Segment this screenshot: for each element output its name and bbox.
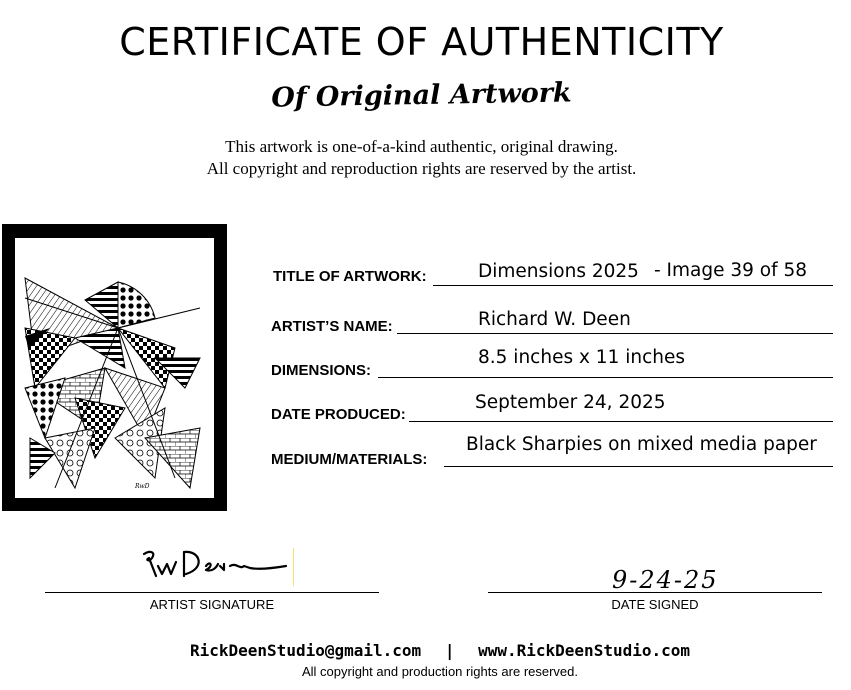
abstract-artwork-icon [15, 238, 214, 498]
email-link[interactable]: RickDeenStudio@gmail.com [189, 641, 422, 660]
separator: | [444, 641, 455, 660]
intro-line-2: All copyright and reproduction rights are reserved by the artist. [206, 159, 637, 178]
date-signed-handwriting: 9-24-25 [612, 566, 719, 594]
signature-mark [293, 548, 294, 586]
date-signed-line [488, 592, 822, 593]
svg-text:RwD: RwD [135, 483, 150, 490]
medium-value: Black Sharpies on mixed media paper [466, 434, 817, 455]
title-value: Dimensions 2025 [478, 261, 639, 282]
artist-signature-line [45, 592, 379, 593]
title-line [433, 285, 833, 286]
date-produced-line [409, 421, 833, 422]
medium-line [444, 466, 833, 467]
date-produced-label: DATE PRODUCED: [271, 406, 406, 423]
intro-line-1: This artwork is one-of-a-kind authentic, original drawing. [225, 137, 618, 156]
artwork-image [15, 238, 214, 498]
artwork-frame [2, 224, 227, 511]
date-produced-value: September 24, 2025 [475, 392, 666, 413]
website-link[interactable]: www.RickDeenStudio.com [478, 641, 691, 660]
certificate-title: CERTIFICATE OF AUTHENTICITY [119, 20, 724, 64]
artist-signature [140, 544, 290, 586]
handwritten-signature-icon [140, 544, 290, 586]
title-value-extra: - Image 39 of 58 [654, 260, 808, 281]
dimensions-value: 8.5 inches x 11 inches [478, 347, 685, 368]
artist-name-value: Richard W. Deen [478, 309, 631, 330]
dimensions-label: DIMENSIONS: [271, 362, 372, 379]
artist-name-line [397, 333, 833, 334]
title-label: TITLE OF ARTWORK: [273, 268, 427, 285]
contact-line [0, 641, 851, 660]
certificate-subtitle: Of Original Artwork [271, 77, 572, 114]
rights-notice: All copyright and production rights are reserved. [301, 664, 579, 679]
date-signed-caption: DATE SIGNED [611, 597, 699, 612]
artist-signature-caption: ARTIST SIGNATURE [149, 597, 275, 612]
medium-label: MEDIUM/MATERIALS: [271, 451, 428, 468]
artist-name-label: ARTIST’S NAME: [271, 318, 393, 335]
dimensions-line [378, 377, 833, 378]
